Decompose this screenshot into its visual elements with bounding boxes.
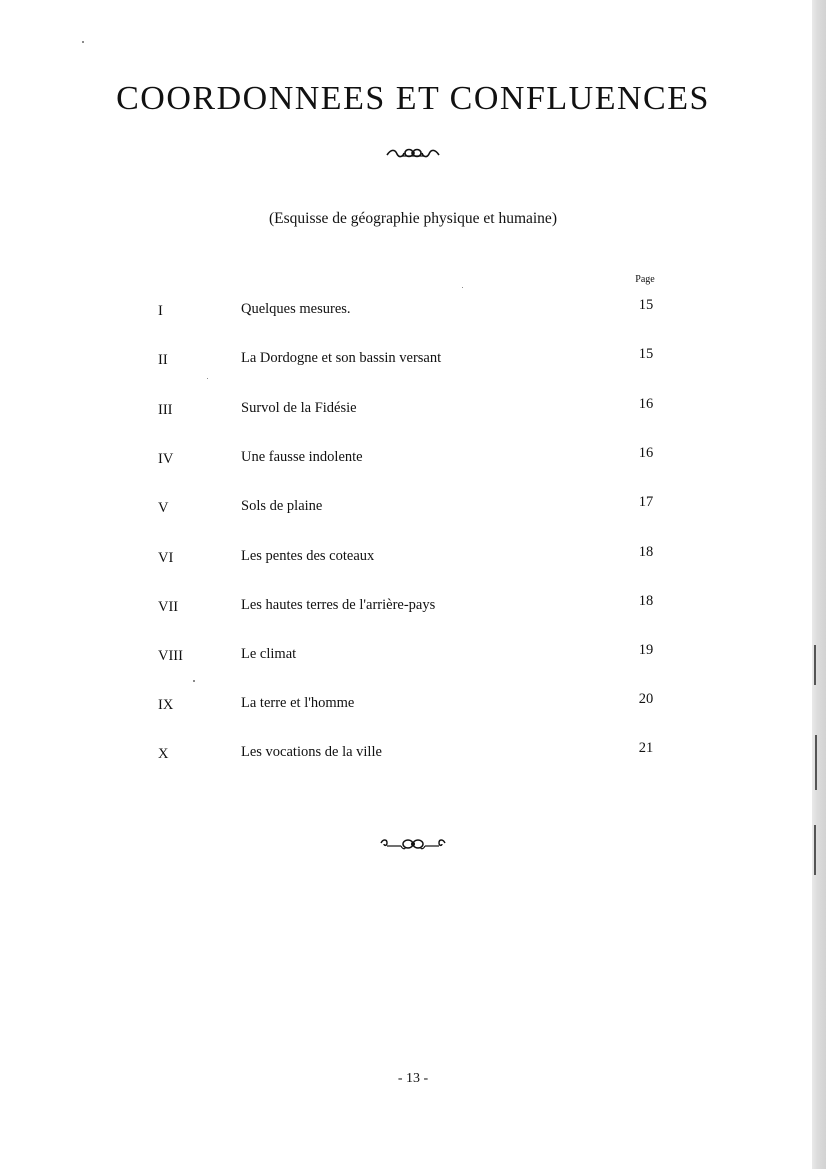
toc-entry-number: III <box>158 402 173 418</box>
toc-entry-page: 17 <box>638 494 654 510</box>
toc-entry <box>0 494 826 524</box>
toc-entry <box>0 642 826 672</box>
toc-entry-number: IX <box>158 697 174 713</box>
toc-entry-title: Les pentes des coteaux <box>241 548 375 564</box>
toc-entry-title: La terre et l'homme <box>241 695 355 711</box>
toc-entry-number: X <box>158 746 169 762</box>
toc-entry-page: 20 <box>638 691 654 707</box>
toc-entry <box>0 445 826 475</box>
toc-entry <box>0 593 826 623</box>
toc-entry-title: La Dordogne et son bassin versant <box>241 350 442 366</box>
toc-entry-number: II <box>158 352 168 368</box>
toc-entry-number: IV <box>158 451 174 467</box>
toc-entry <box>0 297 826 327</box>
toc-entry-title: Survol de la Fidésie <box>241 400 357 416</box>
document-subtitle: (Esquisse de géographie physique et humaine) <box>269 210 557 227</box>
toc-entry-number: VIII <box>158 648 183 664</box>
toc-entry-page: 16 <box>638 445 654 461</box>
toc-entry-page: 16 <box>638 396 654 412</box>
page-number: - 13 - <box>397 1071 429 1086</box>
toc-entry-title: Quelques mesures. <box>241 301 351 317</box>
toc-entry <box>0 346 826 376</box>
toc-entry-title: Sols de plaine <box>241 498 323 514</box>
toc-entry <box>0 691 826 721</box>
toc-entry-page: 19 <box>638 642 654 658</box>
toc-entry-page: 21 <box>638 740 654 756</box>
toc-entry-title: Une fausse indolente <box>241 449 363 465</box>
toc-entry-number: I <box>158 303 163 319</box>
toc-entry-page: 15 <box>638 346 654 362</box>
toc-entry <box>0 396 826 426</box>
toc-entry-page: 18 <box>638 593 654 609</box>
toc-entry-title: Les hautes terres de l'arrière-pays <box>241 597 436 613</box>
toc-entry <box>0 740 826 770</box>
toc-entry-title: Les vocations de la ville <box>241 744 382 760</box>
toc-entry-number: VI <box>158 550 174 566</box>
bottom-ornament <box>0 836 826 855</box>
document-title: COORDONNEES ET CONFLUENCES <box>116 80 710 117</box>
toc-entry-title: Le climat <box>241 646 297 662</box>
toc-entry-number: VII <box>158 599 179 615</box>
toc-entry-page: 15 <box>638 297 654 313</box>
toc-entry-page: 18 <box>638 544 654 560</box>
toc-entry <box>0 544 826 574</box>
toc-entry-number: V <box>158 500 169 516</box>
page-column-header: Page <box>635 274 655 285</box>
